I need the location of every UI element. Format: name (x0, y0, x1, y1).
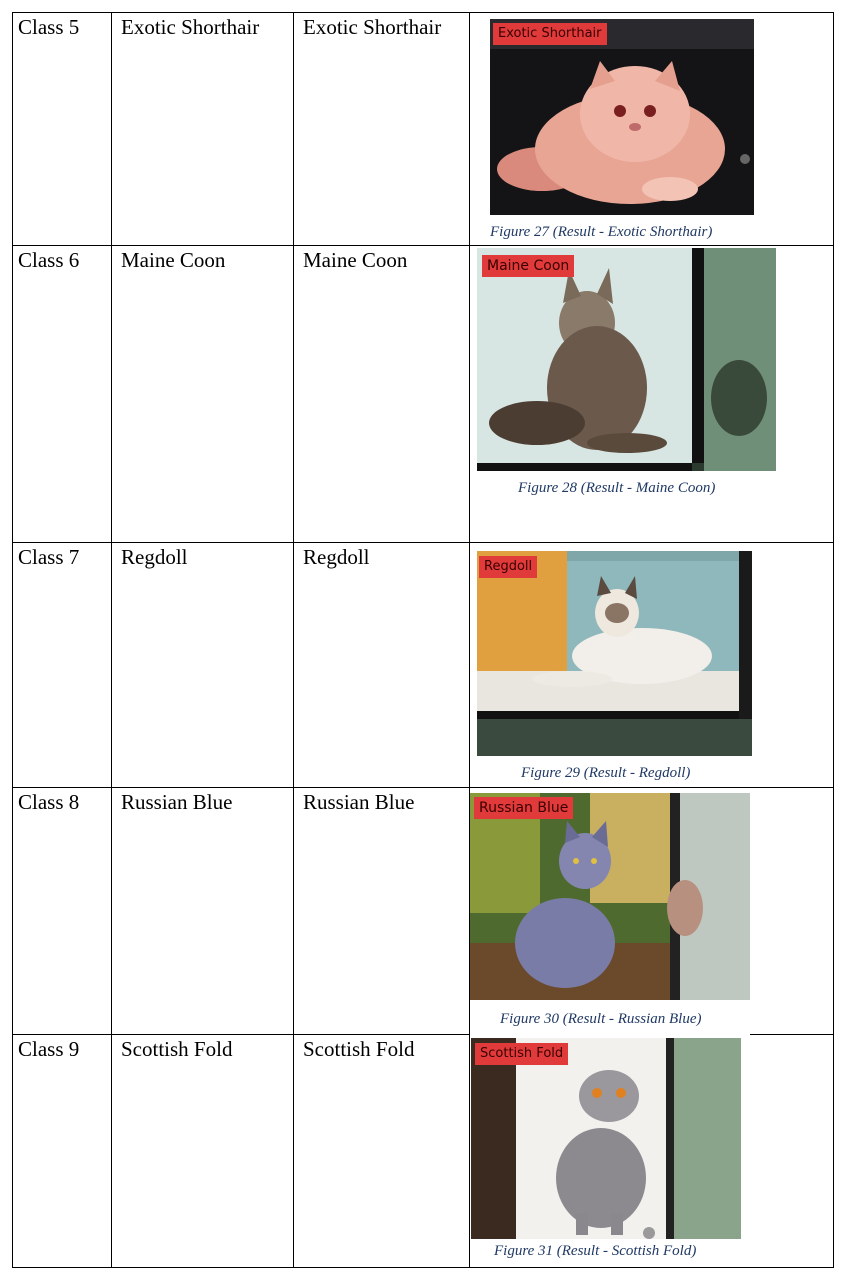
breed-cell (111, 245, 293, 542)
breed-cell (111, 787, 293, 1034)
class-label: Class 6 (18, 248, 80, 272)
class-cell (12, 542, 111, 787)
predicted-name: Maine Coon (303, 248, 408, 272)
figure-caption: Figure 27 (Result - Exotic Shorthair) (490, 224, 713, 240)
class-cell (12, 12, 111, 245)
predicted-cell (293, 542, 469, 787)
result-image-regdoll (477, 551, 752, 756)
detection-label: Russian Blue (474, 797, 573, 819)
predicted-cell (293, 787, 469, 1034)
figure-caption: Figure 28 (Result - Maine Coon) (518, 480, 716, 496)
predicted-name: Russian Blue (303, 790, 415, 814)
breed-name: Russian Blue (121, 790, 233, 814)
class-cell (12, 245, 111, 542)
breed-name: Maine Coon (121, 248, 226, 272)
breed-cell (111, 542, 293, 787)
predicted-cell (293, 1034, 469, 1267)
class-label: Class 5 (18, 15, 80, 39)
figure-caption: Figure 29 (Result - Regdoll) (521, 765, 691, 781)
class-label: Class 8 (18, 790, 80, 814)
predicted-cell (293, 245, 469, 542)
detection-label: Exotic Shorthair (493, 23, 607, 45)
class-cell (12, 1034, 111, 1267)
detection-label: Regdoll (479, 556, 537, 578)
class-label: Class 9 (18, 1037, 80, 1061)
detection-label: Maine Coon (482, 255, 574, 277)
breed-cell (111, 12, 293, 245)
figure-caption: Figure 31 (Result - Scottish Fold) (494, 1243, 697, 1259)
breed-name: Regdoll (121, 545, 188, 569)
figure-caption: Figure 30 (Result - Russian Blue) (500, 1011, 702, 1027)
result-image-scottish-fold (471, 1038, 741, 1239)
detection-label: Scottish Fold (475, 1043, 568, 1065)
result-image-maine-coon (477, 248, 776, 471)
class-cell (12, 787, 111, 1034)
predicted-name: Scottish Fold (303, 1037, 415, 1061)
class-label: Class 7 (18, 545, 80, 569)
predicted-name: Exotic Shorthair (303, 15, 442, 39)
result-image-exotic-shorthair (490, 19, 754, 215)
predicted-name: Regdoll (303, 545, 370, 569)
predicted-cell (293, 12, 469, 245)
breed-cell (111, 1034, 293, 1267)
breed-name: Scottish Fold (121, 1037, 233, 1061)
table-border-bottom (12, 1267, 834, 1268)
breed-name: Exotic Shorthair (121, 15, 260, 39)
result-image-russian-blue (470, 793, 750, 1000)
